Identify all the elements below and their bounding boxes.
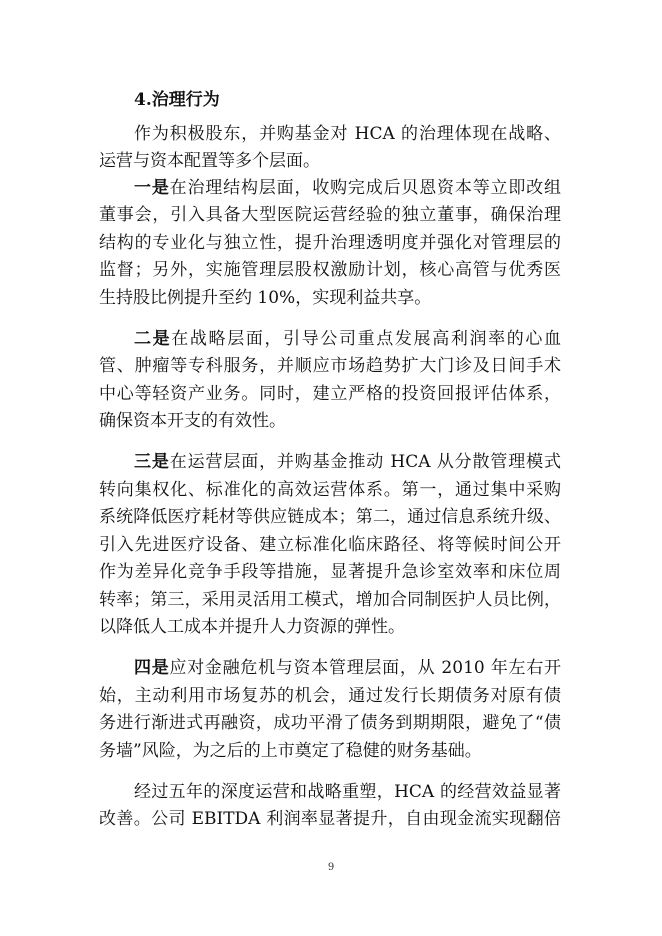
paragraph-6-line-1: 经过五年的深度运营和战略重塑，HCA 的经营效益显著 [134, 782, 561, 802]
paragraph-3-lead: 二是 [134, 329, 172, 349]
paragraph-4-line-2: 转向集权化、标准化的高效运营体系。第一，通过集中采购 [99, 480, 561, 500]
paragraph-3-first-text: 在战略层面，引导公司重点发展高利润率的心血 [171, 329, 562, 349]
paragraph-2-line-3: 结构的专业化与独立性，提升治理透明度并强化对管理层的 [99, 233, 561, 253]
section-heading: 4.治理行为 [134, 90, 220, 110]
paragraph-5-lead: 四是 [134, 658, 170, 678]
paragraph-3-line-3: 中心等轻资产业务。同时，建立严格的投资回报评估体系， [99, 384, 561, 404]
paragraph-2-line-2: 董事会，引入具备大型医院运营经验的独立董事，确保治理 [99, 205, 561, 225]
page-number: 9 [327, 862, 335, 873]
paragraph-3-line-1 [134, 325, 561, 353]
paragraph-2-first-text: 在治理结构层面，收购完成后贝恩资本等立即改组 [169, 178, 562, 198]
paragraph-4-line-1 [134, 448, 561, 476]
paragraph-4-line-4: 引入先进医疗设备、建立标准化临床路径、将等候时间公开 [99, 535, 561, 555]
paragraph-4-first-text: 在运营层面，并购基金推动 HCA 从分散管理模式 [169, 452, 561, 472]
paragraph-4-line-6: 转率；第三，采用灵活用工模式，增加合同制医护人员比例， [99, 590, 561, 610]
paragraph-3-line-4: 确保资本开支的有效性。 [99, 411, 286, 431]
paragraph-2-line-1 [134, 174, 561, 202]
paragraph-4-line-5: 作为差异化竞争手段等措施，显著提升急诊室效率和床位周 [99, 562, 561, 582]
paragraph-5-line-4: 务墙”风险，为之后的上市奠定了稳健的财务基础。 [99, 741, 482, 761]
paragraph-5-line-1 [134, 654, 561, 682]
paragraph-1-line-1: 作为积极股东，并购基金对 HCA 的治理体现在战略、 [134, 124, 561, 144]
paragraph-1-line-2: 运营与资本配置等多个层面。 [99, 151, 320, 171]
paragraph-2-lead: 一是 [134, 178, 170, 198]
paragraph-6-line-2: 改善。公司 EBITDA 利润率显著提升，自由现金流实现翻倍 [99, 809, 561, 829]
paragraph-4-lead: 三是 [134, 452, 170, 472]
paragraph-2-line-4: 监督；另外，实施管理层股权激励计划，核心高管与优秀医 [99, 260, 561, 280]
paragraph-5-line-2: 始，主动利用市场复苏的机会，通过发行长期债务对原有债 [99, 686, 561, 706]
paragraph-2-line-5: 生持股比例提升至约 10%，实现利益共享。 [99, 288, 432, 308]
paragraph-5-line-3: 务进行渐进式再融资，成功平滑了债务到期期限，避免了“债 [99, 713, 561, 733]
paragraph-5-first-text: 应对金融危机与资本管理层面，从 2010 年左右开 [169, 658, 561, 678]
paragraph-3-line-2: 管、肿瘤等专科服务，并顺应市场趋势扩大门诊及日间手术 [99, 356, 561, 376]
paragraph-4-line-3: 系统降低医疗耗材等供应链成本；第二，通过信息系统升级、 [99, 507, 561, 527]
paragraph-4-line-7: 以降低人工成本并提升人力资源的弹性。 [99, 617, 405, 637]
